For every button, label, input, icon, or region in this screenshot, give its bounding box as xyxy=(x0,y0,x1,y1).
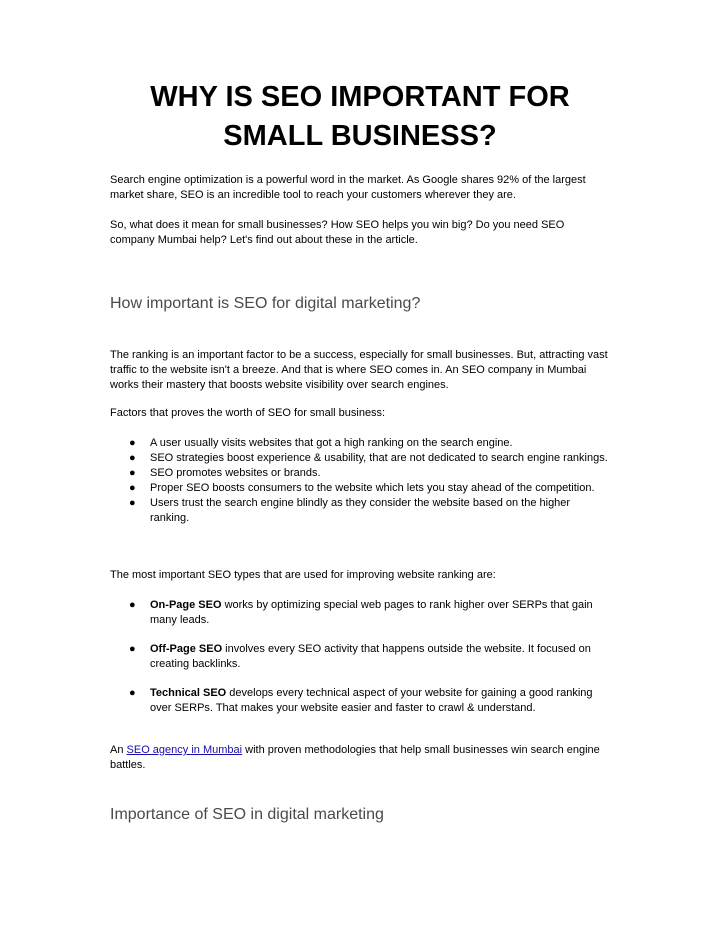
list-item xyxy=(110,481,610,496)
list-item-text: A user usually visits websites that got a high ranking on the search engine. xyxy=(150,437,513,449)
seo-agency-link[interactable]: SEO agency in Mumbai xyxy=(126,744,243,756)
closing-paragraph xyxy=(110,743,610,773)
ranking-paragraph: The ranking is an important factor to be a success, especially for small businesses. But, attracting vast traffic to the website isn't a breeze. And that is where SEO comes in. An SEO company in Mumbai works their mastery that boosts website visibility over search engines. xyxy=(110,349,608,391)
seo-type-description: develops every technical aspect of your website for gaining a good ranking over SERPs. That makes your website easier and faster to crawl & understand. xyxy=(150,687,593,714)
list-item xyxy=(110,496,610,526)
seo-type-name: On-Page SEO xyxy=(150,599,222,611)
list-item xyxy=(110,642,610,672)
seo-type-description: works by optimizing special web pages to rank higher over SERPs that gain many leads. xyxy=(150,599,593,626)
seo-types-list-3 xyxy=(110,686,610,716)
factors-intro: Factors that proves the worth of SEO for small business: xyxy=(110,407,386,419)
page-title xyxy=(110,78,610,156)
intro-paragraph-1: Search engine optimization is a powerful word in the market. As Google shares 92% of the largest market share, SEO is an incredible tool to reach your customers wherever they are. xyxy=(110,174,586,201)
seo-type-name: Technical SEO xyxy=(150,687,227,699)
list-item-text: Proper SEO boosts consumers to the website which lets you stay ahead of the competition. xyxy=(150,482,595,494)
seo-types-list-2 xyxy=(110,642,610,672)
seo-types-intro: The most important SEO types that are used for improving website ranking are: xyxy=(110,569,496,581)
list-item xyxy=(110,466,610,481)
list-item-text: SEO promotes websites or brands. xyxy=(150,467,321,479)
section-heading-importance: Importance of SEO in digital marketing xyxy=(110,806,384,823)
seo-types-list xyxy=(110,598,610,628)
bullet-icon: ● xyxy=(129,452,136,464)
bullet-icon: ● xyxy=(129,687,136,699)
bullet-icon: ● xyxy=(129,643,136,655)
bullet-icon: ● xyxy=(129,467,136,479)
bullet-icon: ● xyxy=(129,437,136,449)
list-item xyxy=(110,451,610,466)
list-item xyxy=(110,598,610,628)
bullet-icon: ● xyxy=(129,482,136,494)
closing-prefix: An xyxy=(110,744,127,756)
bullet-icon: ● xyxy=(129,497,136,509)
title-line-1: WHY IS SEO IMPORTANT FOR xyxy=(150,81,570,113)
list-item-text: Users trust the search engine blindly as they consider the website based on the higher ranking. xyxy=(150,497,571,524)
closing-suffix: with proven methodologies that help small businesses win search engine battles. xyxy=(110,744,600,771)
factors-list xyxy=(110,436,610,526)
intro-paragraph-2: So, what does it mean for small businesses? How SEO helps you win big? Do you need SEO company Mumbai help? Let's find out about these in the article. xyxy=(110,219,565,246)
bullet-icon: ● xyxy=(129,599,136,611)
list-item xyxy=(110,436,610,451)
seo-type-description: involves every SEO activity that happens outside the website. It focused on creating backlinks. xyxy=(150,643,591,670)
list-item xyxy=(110,686,610,716)
section-heading-seo-digital-marketing: How important is SEO for digital marketing? xyxy=(110,295,421,312)
seo-type-name: Off-Page SEO xyxy=(150,643,223,655)
title-line-2: SMALL BUSINESS? xyxy=(223,120,497,152)
list-item-text: SEO strategies boost experience & usability, that are not dedicated to search engine rankings. xyxy=(150,452,608,464)
